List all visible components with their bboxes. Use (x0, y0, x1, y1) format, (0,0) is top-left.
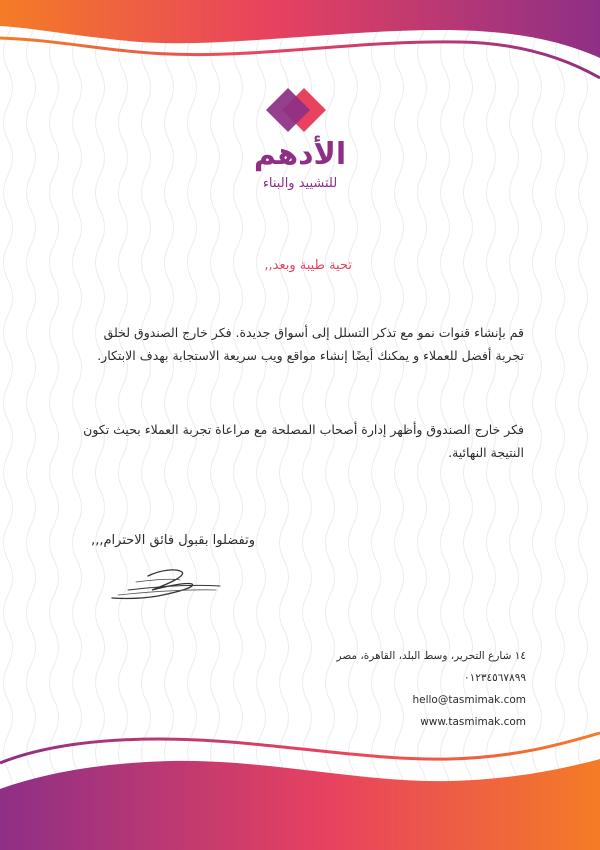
letter-greeting: تحية طيبة وبعد,, (264, 258, 352, 273)
letter-closing: وتفضلوا بقبول فائق الاحترام,,, (91, 533, 255, 548)
contact-phone: ٠١٢٣٤٥٦٧٨٩٩ (463, 672, 526, 684)
company-name: الأدهم (253, 137, 347, 172)
header-wave-decoration (0, 0, 600, 100)
footer-wave-decoration (0, 725, 600, 850)
company-tagline: للتشييد والبناء (262, 176, 338, 191)
signature-image (108, 562, 223, 607)
contact-info (266, 645, 526, 733)
letter-paragraph-1: قم بإنشاء قنوات نمو مع تذكر التسلل إلى أسواق جديدة. فكر خارج الصندوق لخلق تجربة أفضل للعملاء و يمكنك أيضًا إنشاء مواقع ويب سريعة الاستجابة بهدف الابتكار. (97, 325, 524, 363)
company-logo (0, 88, 600, 192)
contact-address: ١٤ شارع التحرير، وسط البلد، القاهرة، مصر (336, 650, 526, 662)
contact-email: hello@tasmimak.com (412, 694, 526, 706)
contact-website: www.tasmimak.com (420, 716, 526, 728)
letter-paragraph-2: فكر خارج الصندوق وأظهر إدارة أصحاب المصلحة مع مراعاة تجربة العملاء بحيث تكون النتيجة النهائية. (83, 422, 524, 460)
diamond-logo-icon (264, 88, 336, 132)
